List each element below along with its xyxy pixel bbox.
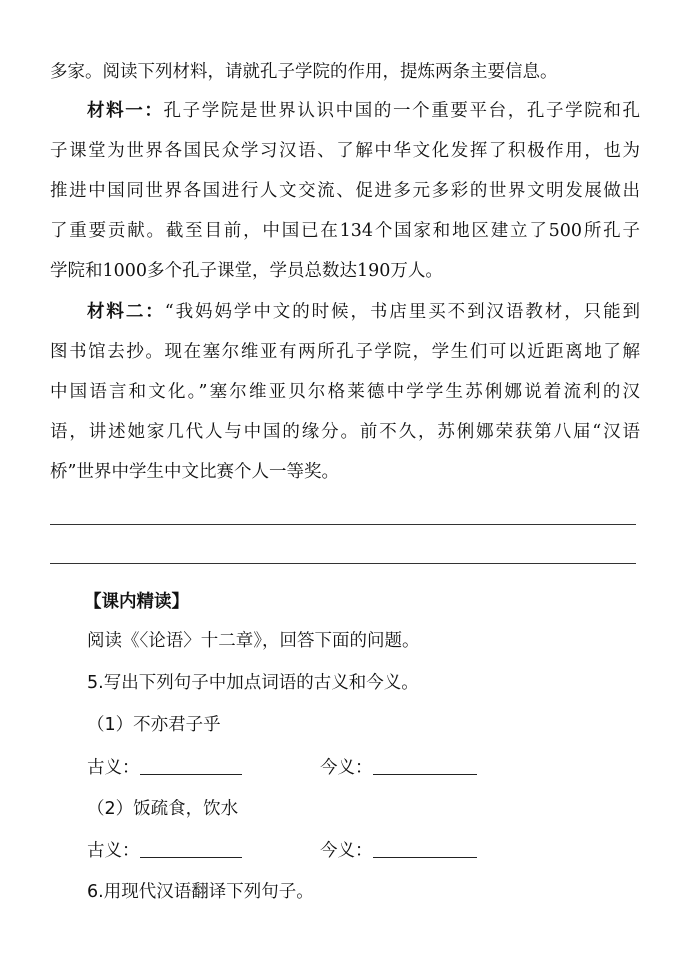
q5-item-2-modern-row	[320, 840, 620, 862]
q6-stem: 6.用现代汉语翻译下列句子。	[87, 882, 314, 902]
material2-line-4: 语，讲述她家几代人与中国的缘分。前不久，苏俐娜荣获第八届“汉语	[50, 422, 640, 442]
q5-stem: 5.写出下列句子中加点词语的古义和今义。	[87, 673, 419, 693]
material1-line-3: 推进中国同世界各国进行人文交流、促进多元多彩的世界文明发展做出	[50, 181, 640, 201]
material1-line-2: 子课堂为世界各国民众学习汉语、了解中华文化发挥了积极作用，也为	[50, 141, 640, 161]
material2-line-3: 中国语言和文化。”塞尔维亚贝尔格莱德中学学生苏俐娜说着流利的汉	[50, 382, 640, 402]
answer-line-1	[50, 524, 636, 525]
modern-meaning-blank[interactable]	[373, 841, 477, 858]
material2-line-1	[87, 301, 640, 323]
material2-text-1: “我妈妈学中文的时候，书店里买不到汉语教材，只能到	[164, 302, 641, 322]
material1-line-5: 学院和1000多个孔子课堂，学员总数达190万人。	[50, 261, 443, 281]
section-instruction: 阅读《〈论语〉十二章》，回答下面的问题。	[87, 631, 420, 651]
material1-line-4: 了重要贡献。截至目前，中国已在134个国家和地区建立了500所孔子	[50, 221, 640, 241]
material1-text-1: 孔子学院是世界认识中国的一个重要平台，孔子学院和孔	[163, 101, 640, 121]
modern-meaning-blank[interactable]	[373, 758, 477, 775]
ancient-meaning-label: 古义：	[87, 758, 140, 778]
material1-label: 材料一：	[87, 101, 164, 121]
material2-label: 材料二：	[87, 302, 165, 322]
modern-meaning-label: 今义：	[320, 758, 373, 778]
ancient-meaning-blank[interactable]	[140, 841, 242, 858]
material1-line-1	[87, 100, 640, 122]
q5-item-1: （1）不亦君子乎	[87, 715, 221, 735]
answer-line-2	[50, 563, 636, 564]
ancient-meaning-blank[interactable]	[140, 758, 242, 775]
q5-item-1-modern-row	[320, 757, 620, 779]
modern-meaning-label: 今义：	[320, 841, 373, 861]
intro-line: 多家。阅读下列材料，请就孔子学院的作用，提炼两条主要信息。	[50, 62, 558, 82]
material2-line-2: 图书馆去抄。现在塞尔维亚有两所孔子学院，学生们可以近距离地了解	[50, 342, 640, 362]
material2-line-5: 桥”世界中学生中文比赛个人一等奖。	[50, 462, 339, 482]
ancient-meaning-label: 古义：	[87, 841, 140, 861]
section-heading: 【课内精读】	[84, 592, 189, 612]
q5-item-2: （2）饭疏食，饮水	[87, 799, 239, 819]
